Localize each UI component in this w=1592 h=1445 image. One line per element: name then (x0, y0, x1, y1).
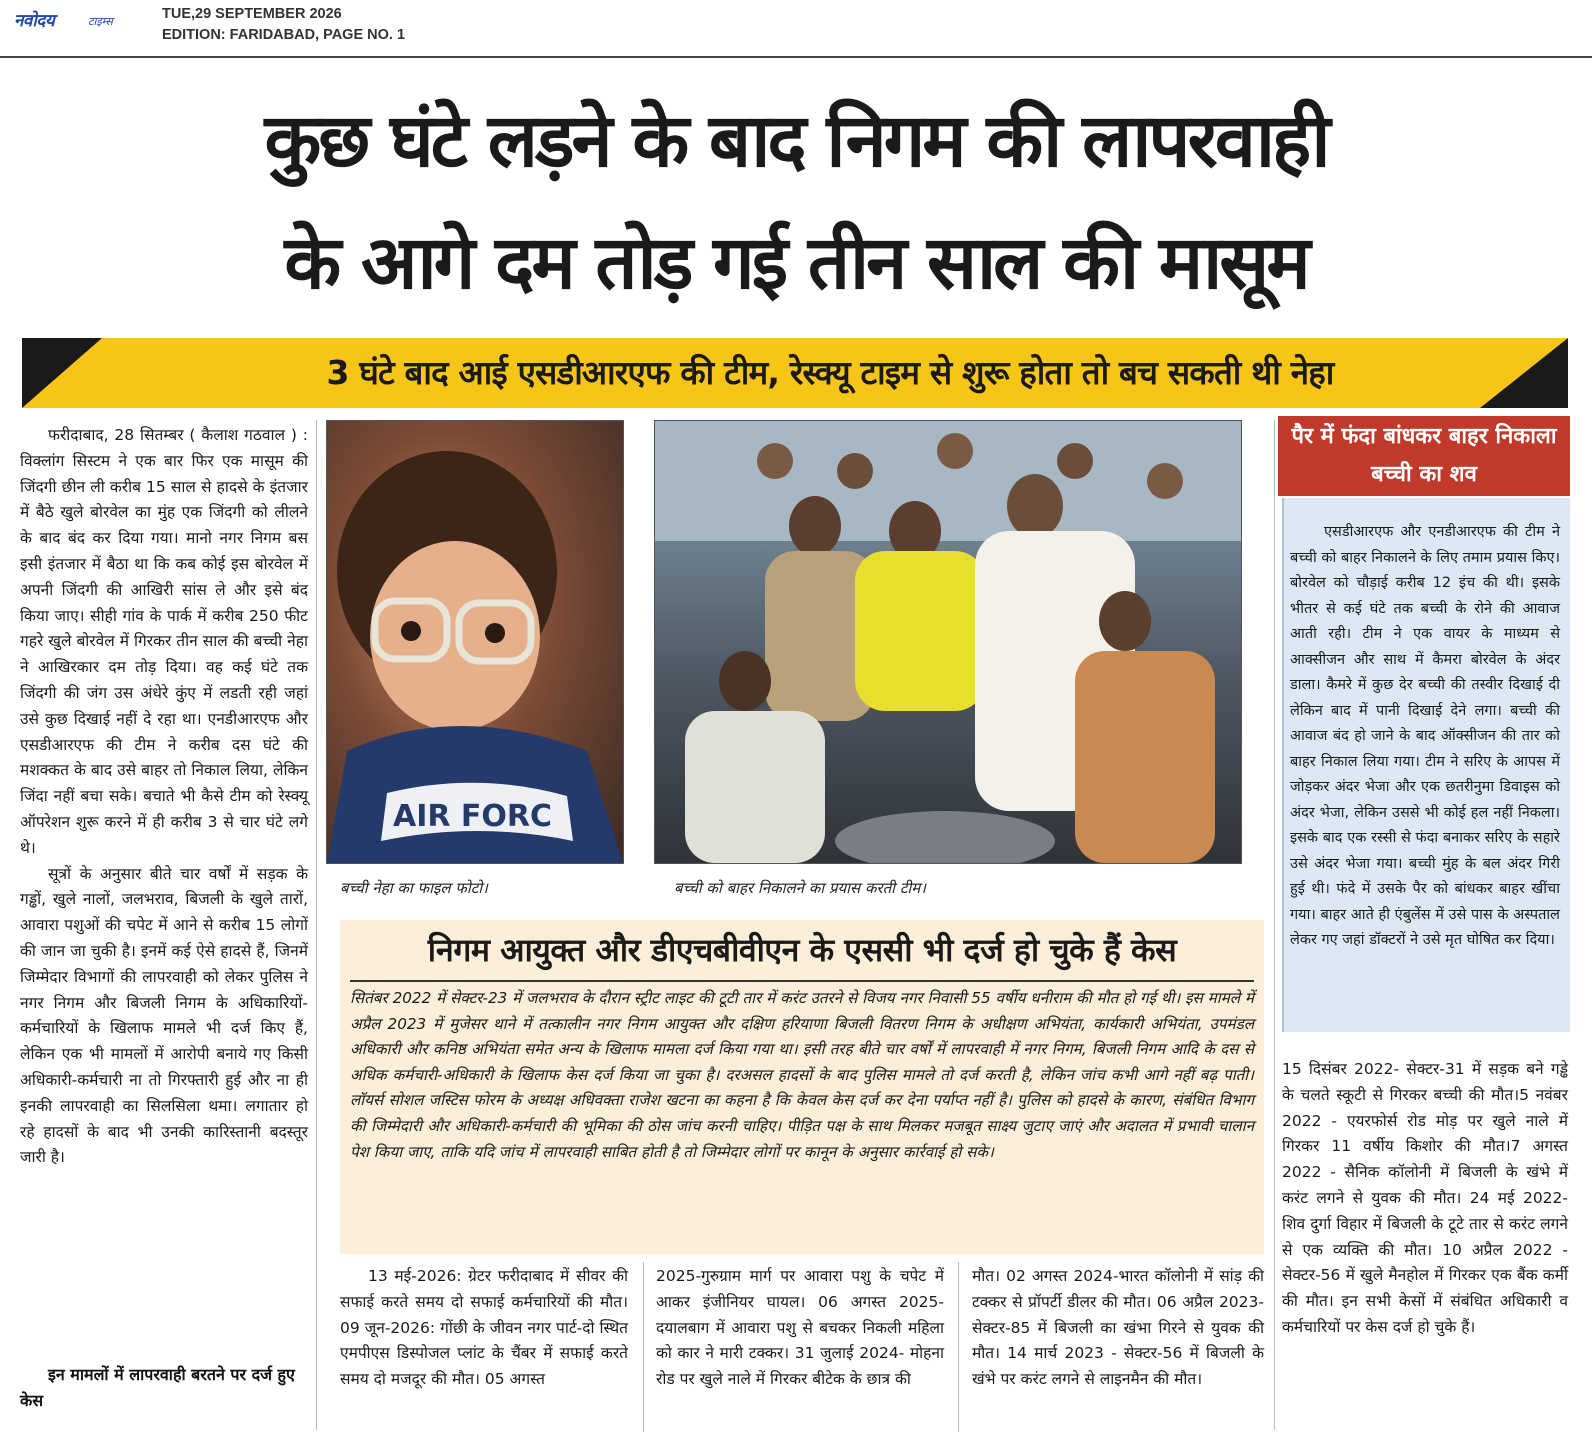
headline-line-1: कुछ घंटे लड़ने के बाद निगम की लापरवाही (264, 98, 1328, 184)
info-box-title: निगम आयुक्त और डीएचबीवीएन के एससी भी दर्ज हो चुके हैं केस (427, 931, 1177, 969)
column-divider (643, 1262, 644, 1432)
cases-subhead: इन मामलों में लापरवाही बरतने पर दर्ज हुए केस (20, 1365, 295, 1410)
edition-info: EDITION: FARIDABAD, PAGE NO. 1 (162, 27, 406, 43)
bottom-column-text: 13 मई-2026: ग्रेटर फरीदाबाद में सीवर की सफाई करते समय दो सफाई कर्मचारियों की मौत। 09 जून-2026: गोंछी के जीवन नगर पार्ट-दो स्थित एमपीएस डिस्पोजल प्लांट के चैंबर में सफाई करते समय दो मजदूर की मौत। 05 अगस्त (340, 1267, 628, 1389)
article-paragraph: सूत्रों के अनुसार बीते चार वर्षों में सड़क के गड्ढों, खुले नालों, जलभराव, बिजली के खुले तारों, आवारा पशुओं की चपेट में आने से करीब 15 लोगों की जान जा चुकी है। इनमें कई ऐसे हादसे हैं, जिनमें जिम्मेदार विभागों की लापरवाही को लेकर पुलिस ने नगर निगम और बिजली निगम के अधिकारियों-कर्मचारियों के खिलाफ मामले भी दर्ज किए हैं, लेकिन एक भी मामलों में आरोपी बनाये गए किसी अधिकारी-कर्मचारी ना तो गिरफ्तारी हुई और ना ही इनकी लापरवाही का सिलसिला थमा। लगातार हो रहे हादसों के बाद भी उनकी कारिस्तानी बदस्तूर जारी है। (20, 864, 308, 1167)
newspaper-logo-sub: टाइम्स (88, 15, 113, 28)
rescue-team-illustration (655, 421, 1241, 863)
child-photo-illustration (327, 421, 623, 863)
sidebar-text: एसडीआरएफ और एनडीआरएफ की टीम ने बच्ची को बाहर निकालने के लिए तमाम प्रयास किए। बोरवेल को चौड़ाई करीब 12 इंच की थी। इसके भीतर से कई घंटे तक बच्ची के रोने की आवाज आती रही। टीम ने एक वायर के माध्यम से आक्सीजन और साथ में कैमरा बोरवेल के अंदर डाला। कैमरे में कुछ देर बच्ची की तस्वीर दिखाई दी लेकिन बाद में पानी दिखाई देने लगा। बच्ची की आवाज बंद हो जाने के बाद ऑक्सीजन की तार को बाहर निकाल लिया गया। टीम ने सरिए के आपस में जोड़कर अंदर भेजा और एक छतरीनुमा डिवाइस को अंदर भेजा, लेकिन उससे भी कोई हल नहीं निकला। इसके बाद एक रस्सी से फंदा बनाकर सरिए के सहारे उसे अंदर भेजा गया। बच्ची मुंह के बल अंदर गिरी हुई थी। फंदे में उसके पैर को बांधकर बाहर खींचा गया। बाहर आते ही एंबुलेंस में उसे पास के अस्पताल लेकर गए जहां डॉक्टरों ने उसे मृत घोषित कर दिया। (1290, 524, 1560, 948)
bottom-column-1 (340, 1264, 628, 1393)
photo-caption-2: बच्ची को बाहर निकालने का प्रयास करती टीम। (674, 879, 926, 897)
strap-text: 3 घंटे बाद आई एसडीआरएफ की टीम, रेस्क्यू टाइम से शुरू होता तो बच सकती थी नेहा (326, 353, 1334, 392)
sidebar-title: पैर में फंदा बांधकर बाहर निकाला बच्ची का शव (1291, 424, 1557, 487)
article-paragraph: फरीदाबाद, 28 सितम्बर ( कैलाश गठवाल ) : विक्लांग सिस्टम ने एक बार फिर एक मासूम की जिंदगी छीन ली करीब 15 साल से हादसे के इंतजार में बैठे खुले बोरवेल का मुंह एक जिंदगी को लीलने के बाद बंद कर दिया गया। मानो नगर निगम बस इसी इंतजार में बैठा था कि कब कोई इस बोरवेल में अपनी जिंदगी की आखिरी सांस ले और इसे बंद किया जाए। सीही गांव के पार्क में करीब 250 फीट गहरे खुले बोरवेल में गिरकर तीन साल की बच्ची नेहा ने आखिरकार दम तोड़ दिया। वह कई घंटे तक जिंदगी की जंग उस अंधेरे कुंए में लडती रही जहां उसे कुछ दिखाई नहीं दे रहा था। एनडीआरएफ और एसडीआरएफ की टीम ने करीब दस घंटे की मशक्कत के बाद उसे बाहर तो निकाल लिया, लेकिन जिंदा नहीं बचा सके। बचाते भी कैसे टीम को रेस्क्यू ऑपरेशन शुरू करने में ही करीब 3 से चार घंटे लगे थे। (20, 426, 308, 857)
right-column (1282, 1057, 1568, 1341)
info-box-rule (350, 980, 1254, 982)
bottom-column-3: मौत। 02 अगस्त 2024-भारत कॉलोनी में सांड़ की टक्कर से प्रॉपर्टी डीलर की मौत। 06 अप्रैल 2023- सेक्टर-85 में बिजली का खंभा गिरने से युवक की मौत। 14 मार्च 2023 - सेक्टर-56 में बिजली के खंभे पर करंट लगने से लाइनमैन की मौत। (972, 1267, 1264, 1389)
shirt-text: AIR FORC (393, 799, 553, 834)
info-box-text: सितंबर 2022 में सेक्टर-23 में जलभराव के दौरान स्ट्रीट लाइट की टूटी तार में करंट उतरने से विजय नगर निवासी 55 वर्षीय धनीराम की मौत हो गई थी। इस मामले में अप्रैल 2023 में मुजेसर थाने में तत्कालीन नगर निगम आयुक्त और दक्षिण हरियाणा बिजली वितरण निगम के अधीक्षण अभियंता, कार्यकारी अभियंता, उपमंडल अधिकारी और कनिष्ठ अभियंता समेत अन्य के खिलाफ मामला दर्ज किया गया था। इसी तरह बीते चार वर्षों में लापरवाही में नगर निगम, बिजली निगम आदि के दस से अधिक कर्मचारी-अधिकारी के खिलाफ केस दर्ज किया जा चुका है। दरअसल हादसों के बाद पुलिस मामले तो दर्ज करती है, लेकिन जांच कभी आगे नहीं बढ़ पाती। लॉयर्स सोशल जस्टिस फोरम के अध्यक्ष अधिवक्ता राजेश खटना का कहना है कि केवल केस दर्ज कर देना पर्याप्त नहीं है। पुलिस को हादसे के कारण, संबंधित विभाग की जिम्मेदारी और अधिकारी-कर्मचारी की भूमिका की ठोस जांच करनी चाहिए। पीड़ित पक्ष के साथ मिलकर मजबूत साक्ष्य जुटाए जाएं और अदालत में प्रभावी चालान पेश किया जाए, ताकि यदि जांच में लापरवाही साबित होती है तो जिम्मेदार लोगों पर कानून के अनुसार कार्रवाई हो सके। (350, 989, 1254, 1161)
child-photo (326, 420, 624, 864)
column-divider (958, 1262, 959, 1432)
main-headline (20, 80, 1572, 324)
photo-caption-1: बच्ची नेहा का फाइल फोटो। (340, 879, 488, 897)
newspaper-logo: नवोदय (14, 11, 55, 31)
right-column-text: 15 दिसंबर 2022- सेक्टर-31 में सड़क बने गड्ढे के चलते स्कूटी से गिरकर बच्ची की मौत।5 नवंबर 2022 - एयरफोर्स रोड मोड़ पर खुले नाले में गिरकर 11 वर्षीय किशोर की मौत।7 अगस्त 2022 - सैनिक कॉलोनी में बिजली के खंभे में करंट लगने से युवक की मौत। 24 मई 2022- शिव दुर्गा विहार में बिजली के टूटे तार से करंट लगने से एक व्यक्ति की मौत। 10 अप्रैल 2022 - सेक्टर-56 में खुले मैनहोल में गिरकर एक बैंक कर्मी की मौत। इन सभी केसों में संबंधित अधिकारी व कर्मचारियों पर केस दर्ज हो चुके हैं। (1282, 1060, 1568, 1336)
column-divider (316, 420, 317, 1430)
masthead-divider (0, 56, 1592, 58)
column-divider (1274, 420, 1275, 1430)
rescue-team-photo (654, 420, 1242, 864)
bottom-column-2: 2025-गुरुग्राम मार्ग पर आवारा पशु के चपेट में आकर इंजीनियर घायल। 06 अगस्त 2025-दयालबाग में आवारा पशु से बचकर निकली महिला को कार ने मारी टक्कर। 31 जुलाई 2024- मोहना रोड पर खुले नाले में गिरकर बीटेक के छात्र की (656, 1267, 944, 1389)
issue-date: TUE,29 SEPTEMBER 2026 (162, 6, 342, 22)
headline-line-2: के आगे दम तोड़ गई तीन साल की मासूम (284, 220, 1308, 306)
left-article-column (20, 423, 308, 1171)
